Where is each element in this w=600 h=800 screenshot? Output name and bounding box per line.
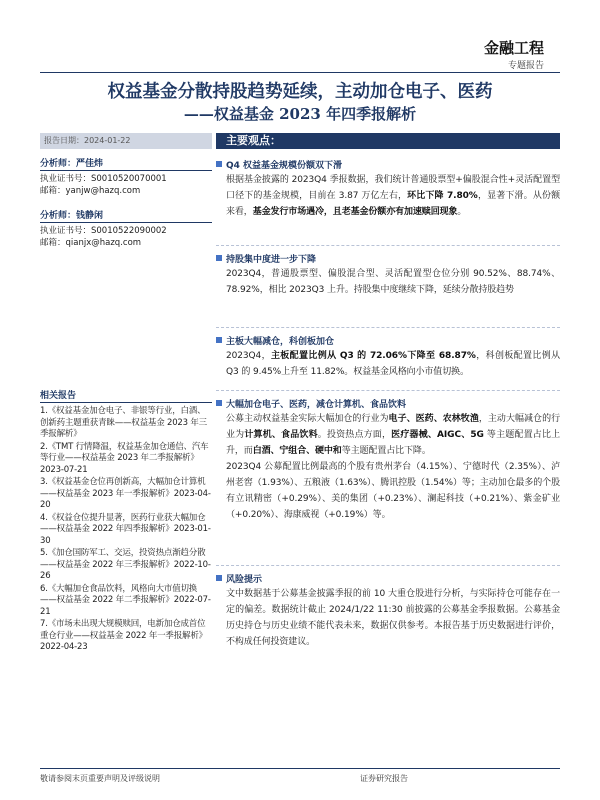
section-heading: 主板大幅减仓，科创板加仓 bbox=[226, 337, 335, 347]
analyst-block-1 bbox=[40, 156, 212, 197]
section-text: 文中数据基于公募基金披露季报的前 10 大重仓股进行分析，与实际持仓可能存在一定的偏差。数据统计截止 2024/1/22 11:30 前披露的公募基金季报数据。公募基金历史持仓与历史业绩不能代表未来，数据仅供参考。本报告基于历史数据进行评价，不构成任何投资建议。 bbox=[226, 589, 560, 647]
report-title: 权益基金分散持股趋势延续，主动加仓电子、医药 bbox=[107, 82, 493, 102]
related-item[interactable]: 4.《权益仓位提升显著，医药行业获大幅加仓——权益基金 2022 年四季报解析》2023-01-30 bbox=[40, 512, 211, 546]
analyst-email[interactable]: 邮箱：qianjx@hazq.com bbox=[40, 238, 142, 248]
related-item[interactable]: 5.《加仓国防军工、交运，投资热点渐趋分散——权益基金 2022 年三季报解析》2022-10-26 bbox=[40, 548, 211, 581]
related-item[interactable]: 7.《市场未出现大规模赎回，电新加仓成首位重仓行业——权益基金 2022 年一季报解析》2022-04-23 bbox=[40, 619, 207, 652]
bullet-icon bbox=[216, 337, 222, 343]
section-concentration bbox=[216, 254, 560, 298]
bullet-icon bbox=[216, 161, 222, 167]
analyst-email[interactable]: 邮箱：yanjw@hazq.com bbox=[40, 186, 141, 196]
related-item[interactable]: 6.《大幅加仓食品饮料，风格向大市值切换——权益基金 2022 年二季报解析》2022-07-21 bbox=[40, 583, 211, 617]
related-heading: 相关报告 bbox=[40, 388, 212, 403]
footer-disclaimer: 敬请参阅末页重要声明及评级说明 bbox=[40, 774, 160, 783]
section-text: 公募主动权益基金实际大幅加仓的行业为电子、医药、农林牧渔，主动大幅减仓的行业为计算机、食品饮料。投资热点方面，医疗器械、AIGC、5G 等主题配置占比上升，而白酒、宁组合、硬中和等主题配置占比下降。 bbox=[226, 414, 561, 456]
section-board bbox=[216, 336, 560, 380]
analyst-cert: 执业证书号：S0010522090002 bbox=[40, 226, 167, 236]
top-divider bbox=[40, 72, 560, 73]
brand-name: 金融工程 bbox=[483, 39, 544, 57]
section-text: 2023Q4 公募配置比例最高的个股有贵州茅台（4.15%）、宁德时代（2.35%）、泸州老窖（1.93%）、五粮液（1.63%）、腾讯控股（1.54%）等；主动加仓最多的个股有立讯精密（+0.29%）、美的集团（+0.23%）、澜起科技（+0.21%）、紫金矿业（+0.20%）、海康威视（+0.19%）等。 bbox=[226, 462, 560, 520]
section-divider bbox=[216, 245, 560, 246]
section-heading: 持股集中度进一步下降 bbox=[226, 255, 317, 265]
related-item[interactable]: 1.《权益基金加仓电子、非银等行业，白酒、创新药主题重获青睐——权益基金 2023 年三季报解析》 bbox=[40, 406, 207, 439]
section-divider bbox=[216, 327, 560, 328]
analyst-cert: 执业证书号：S0010520070001 bbox=[40, 174, 167, 184]
section-scale bbox=[216, 160, 560, 220]
analyst-name: 分析师：钱静闲 bbox=[40, 208, 212, 223]
section-text: 2023Q4，普通股票型、偏股混合型、灵活配置型仓位分别 90.52%、88.74%、78.92%，相比 2023Q3 上升。持股集中度继续下降，延续分散持股趋势 bbox=[226, 269, 560, 295]
section-divider bbox=[216, 390, 560, 391]
report-subtitle: ——权益基金 2023 年四季报解析 bbox=[183, 105, 417, 123]
section-text: 2023Q4，主板配置比例从 Q3 的 72.06%下降至 68.87%，科创板配置比例从 Q3 的 9.45%上升至 11.82%。权益基金风格向小市值切换。 bbox=[226, 351, 560, 377]
section-text: 根据基金披露的 2023Q4 季报数据，我们统计普通股票型+偏股混合性+灵活配置型口径下的基金规模，目前在 3.87 万亿左右，环比下降 7.80%，显著下滑。从份额来看，基金发行市场遇冷，且老基金份额亦有加速赎回现象。 bbox=[226, 175, 561, 217]
bullet-icon bbox=[216, 255, 222, 261]
section-heading: 风险提示 bbox=[226, 575, 263, 585]
bullet-icon bbox=[216, 400, 222, 406]
bullet-icon bbox=[216, 575, 222, 581]
related-reports bbox=[40, 388, 212, 655]
related-item[interactable]: 3.《权益基金仓位再创新高，大幅加仓计算机——权益基金 2023 年一季报解析》2023-04-20 bbox=[40, 477, 211, 510]
report-date: 报告日期：2024-01-22 bbox=[40, 133, 212, 149]
section-industry bbox=[216, 399, 560, 523]
related-item[interactable]: 2.《TMT 行情降温，权益基金加仓通信、汽车等行业——权益基金 2023 年二季报解析》2023-07-21 bbox=[40, 441, 209, 475]
analyst-block-2 bbox=[40, 208, 212, 249]
section-divider bbox=[216, 565, 560, 566]
section-heading: 大幅加仓电子、医药，减仓计算机、食品饮料 bbox=[226, 400, 407, 410]
footer-label: 证券研究报告 bbox=[360, 774, 408, 783]
section-risk bbox=[216, 574, 560, 650]
analyst-name: 分析师：严佳炜 bbox=[40, 156, 212, 171]
footer-divider bbox=[40, 768, 560, 769]
section-heading: Q4 权益基金规模份额双下滑 bbox=[226, 161, 343, 171]
main-view-header: 主要观点： bbox=[216, 133, 560, 149]
report-type: 专题报告 bbox=[507, 61, 544, 71]
